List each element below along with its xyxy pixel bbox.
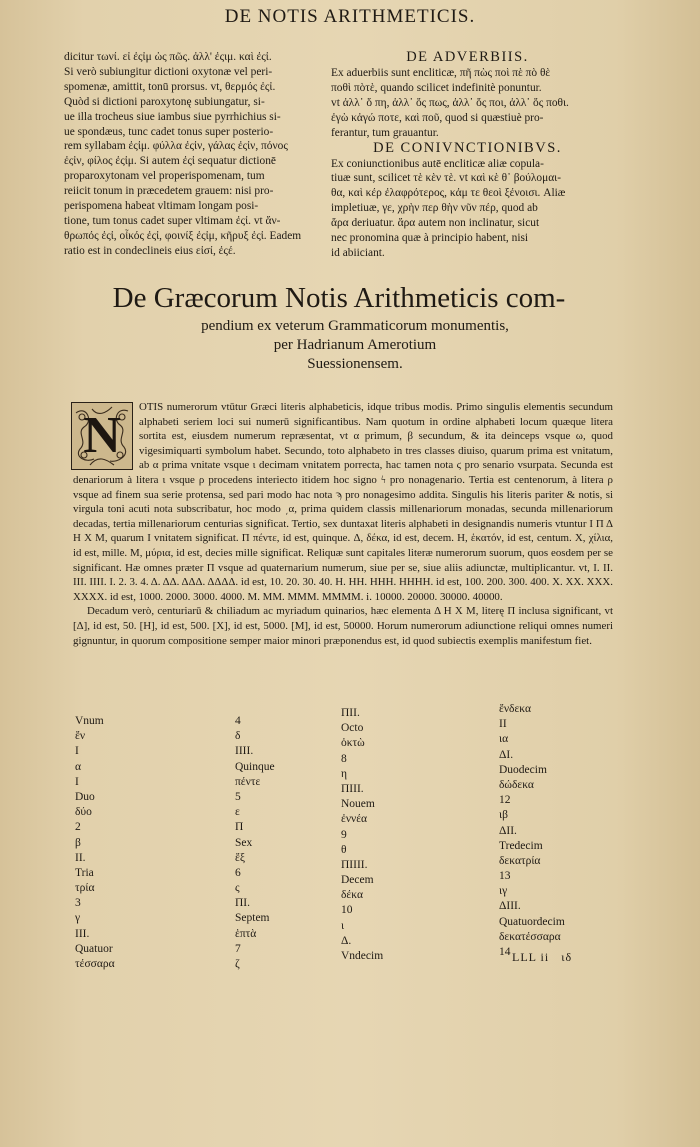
numeral-entry: ΔΙΙ. xyxy=(499,824,517,837)
numeral-entry: ι xyxy=(341,919,345,932)
numeral-entry: 13 xyxy=(499,870,511,883)
text-line: ποθὶ πὸτὲ, quando scilicet indefinitè ponuntur. xyxy=(331,81,542,94)
subtitle-line: Suessionensem. xyxy=(307,356,403,372)
catchword: ιδ xyxy=(561,950,573,964)
numeral-entry: 5 xyxy=(235,790,241,803)
numeral-entry: η xyxy=(341,767,348,780)
ornamental-initial xyxy=(71,402,133,470)
numeral-entry: ς xyxy=(235,882,240,895)
numeral-entry: πέντε xyxy=(235,775,261,788)
numeral-entry: ΠΙ. xyxy=(235,897,251,910)
numeral-entry: ἕνδεκα xyxy=(499,703,531,715)
adverb-heading: DE ADVERBIIS. xyxy=(406,49,529,65)
main-body xyxy=(73,400,613,648)
text-line: rem syllabam ἐςἰμ. φύλλα ἐςἰν, γάλας ἐςἰν, πόνος xyxy=(64,140,288,153)
numeral-entry: ἐννέα xyxy=(341,813,368,826)
text-line: θα, καὶ κέρ ἐλαφρότερος, κἀμ τε θεοὶ ξένοισι. Aliæ xyxy=(331,187,566,200)
numeral-entry: Vndecim xyxy=(341,950,384,962)
numeral-entry: ια xyxy=(499,733,509,746)
right-column xyxy=(331,50,604,261)
numeral-entry: Quatuor xyxy=(75,942,113,955)
numeral-entry: ἑπτὰ xyxy=(235,927,257,940)
numeral-entry: δύο xyxy=(75,806,92,819)
numeral-entry: 14 xyxy=(499,946,511,958)
numeral-entry: ΙΙΙ. xyxy=(75,927,90,940)
numeral-entry: ὀκτὼ xyxy=(341,737,365,750)
text-line: spomenæ, amittit, tonū prorsus. vt, θερμός ἐςἰ. xyxy=(64,80,276,93)
page-footer xyxy=(512,950,580,965)
drop-cap-letter: N xyxy=(83,407,121,464)
numeral-entry: 9 xyxy=(341,828,347,841)
text-line: ἐςἰν, φίλος ἐςἰμ. Si autem ἐςἰ sequatur dictionē xyxy=(64,155,276,168)
text-line: dicitur τωνί. εἰ ἐςἰμ ὡς πῶς. ἀλλ' ἐςιμ. καὶ ἐςἰ. xyxy=(64,51,272,63)
text-line: Si verò subiungitur dictioni oxytonæ vel peri- xyxy=(64,65,273,78)
text-line: θρωπός ἐςἰ, οἶκός ἐςἰ, φοινίξ ἐςἰμ, κῆρυξ ἐςἰ. Eadem xyxy=(64,229,302,242)
numeral-table-column-4 xyxy=(499,702,565,960)
section-title: De Græcorum Notis Arithmeticis com- xyxy=(112,282,566,314)
numeral-entry: γ xyxy=(75,912,81,925)
numeral-entry: Ι xyxy=(75,775,79,788)
numeral-entry: Duodecim xyxy=(499,763,547,776)
numeral-entry: ΙΙΙΙ. xyxy=(235,745,254,758)
numeral-entry: ΠΙΙ. xyxy=(341,707,360,719)
text-line: nec pronomina quæ à principio habent, nisi xyxy=(331,232,529,245)
numeral-entry: Decem xyxy=(341,874,374,887)
text-line: proparoxytonam vel properispomenam, tum xyxy=(64,170,265,183)
numeral-entry: δεκατρία xyxy=(499,854,541,867)
numeral-entry: ιβ xyxy=(499,809,508,822)
numeral-entry: τρία xyxy=(75,882,95,895)
numeral-entry: Ι xyxy=(75,745,79,758)
numeral-entry: Septem xyxy=(235,912,270,925)
numeral-entry: δέκα xyxy=(341,889,363,902)
numeral-entry: τέσσαρα xyxy=(75,958,115,970)
numeral-entry: α xyxy=(75,760,82,773)
numeral-entry: Quatuordecim xyxy=(499,915,565,928)
numeral-entry: Tria xyxy=(75,866,94,879)
numeral-entry: ζ xyxy=(235,958,240,970)
numeral-entry: δεκατέσσαρα xyxy=(499,930,561,943)
numeral-entry: θ xyxy=(341,843,347,856)
numeral-entry: δ xyxy=(235,730,241,743)
conjunction-heading: DE CONIVNCTIONIBVS. xyxy=(373,139,562,156)
left-column xyxy=(64,50,316,259)
running-head: DE NOTIS ARITHMETICIS. xyxy=(224,6,476,27)
numeral-table-column-3 xyxy=(341,706,383,964)
numeral-entry: β xyxy=(75,836,81,849)
numeral-entry: Tredecim xyxy=(499,839,543,852)
numeral-entry: ε xyxy=(235,806,240,819)
numeral-entry: 3 xyxy=(75,897,81,910)
text-line: tione, tum tonus cadet super vltimam ἐςἰ. vt ἄν- xyxy=(64,214,281,227)
conjunction-text xyxy=(331,157,604,261)
numeral-entry: Nouem xyxy=(341,798,375,811)
signature-mark: LLL ii xyxy=(512,950,550,964)
numeral-entry: ιγ xyxy=(499,885,508,898)
numeral-entry: 2 xyxy=(75,821,81,834)
text-line: perispomena habeat vltimam longam posi- xyxy=(64,200,259,213)
numeral-entry: ΙΙ xyxy=(499,718,507,731)
text-line: Quòd si dictioni paroxytonę subiungatur, si- xyxy=(64,95,265,108)
numeral-entry: 12 xyxy=(499,794,511,807)
text-line: ratio est in condeclineis eius εἰσί, ἐςέ. xyxy=(64,244,236,257)
text-line: ue illa trocheus siue iambus siue pyrrhichius si- xyxy=(64,110,281,123)
text-line: impletiuæ, γε, χρὴν περ θὴν νῦν πέρ, quod ab xyxy=(331,202,538,215)
numeral-entry: Quinque xyxy=(235,760,275,773)
paragraph: OTIS numerorum vtūtur Græci literis alphabeticis, idque tribus modis. Primo singulis elementis secundum alphabeti seriem loci sui numerū significantibus. Nam quotum in ordine alphabeti locum quæque litera sortita est, eiusdem numerum repræsentat, vt α primum, β secundum, & ita deinceps vsque ω, quod vigesimiquarti symbolum habet. Secundo, toto alphabeto in tres classes diuiso, quarum prima est vnitatum, ab α prima vnitate vsque ι decimam vnitatem porrecta, hac tamen nota ϛ pro senario vsurpata. Secunda est denariorum à litera ι vsque ρ procedens interiecto itidem hoc signo ϟ pro nonagenario. Tertia est centenorum, à litera ρ vsque ad finem sua serie protensa, sed pari modo hac nota ϡ pro nonagesimo addita. Singulis his literis pariter & notis, si virgula toni acuti nota subscribatur, hoc modo ͵α, prima quidem classis millenariorum monadas, secunda millenariorum decadas, tertia millenariorum centurias significat. Tertio, sex duntaxat literis alphabeti in designandis numeris vtuntur Ι Π Δ Η Χ Μ, quarum Ι vnitatem significat. Π πέντε, id est, quinque. Δ, δέκα, id est, decem. Η, ἑκατόν, id est, centum. Χ, χίλια, id est, mille. Μ, μύρια, id est, decies mille significat. Reliquæ sunt capitales literæ numerorum suorum, quos eosdem per se significant. Hæ omnes præter Π vsque ad quaternarium numerum, siue per se, siue aliis adiunctæ, multiplicantur. vt, Ι. ΙΙ. ΙΙΙ. ΙΙΙΙ. Ι. 2. 3. 4. Δ. ΔΔ. ΔΔΔ. ΔΔΔΔ. id est, 10. 20. 30. 40. Η. ΗΗ. ΗΗΗ. ΗΗΗΗ. id est, 100. 200. 300. 400. Χ. ΧΧ. ΧΧΧ. ΧΧΧΧ. id est, 1000. 2000. 3000. 4000. Μ. ΜΜ. ΜΜΜ. ΜΜΜΜ. i. 10000. 20000. 30000. 40000. xyxy=(73,401,613,603)
numeral-entry: 10 xyxy=(341,904,353,917)
text-line: ἄρα deriuatur. ἄρα autem non inclinatur, sicut xyxy=(331,217,540,230)
numeral-table-column-1 xyxy=(75,714,115,972)
text-line: Ex coniunctionibus autē encliticæ aliæ copula- xyxy=(331,157,544,170)
numeral-entry: Π xyxy=(235,821,244,834)
numeral-entry: Duo xyxy=(75,790,95,803)
numeral-entry: ΙΙ. xyxy=(75,851,86,864)
text-line: tiuæ sunt, scilicet τὲ κὲν τὲ. vt καὶ κὲ θ᾽ βούλομαι- xyxy=(331,172,562,185)
text-line: Ex aduerbiis sunt encliticæ, πῆ πὼς ποὶ πὲ πὸ θὲ xyxy=(331,67,551,79)
numeral-entry: ΔΙ. xyxy=(499,748,514,761)
section-subtitle xyxy=(120,317,590,374)
numeral-entry: Octo xyxy=(341,722,364,735)
numeral-entry: ἕξ xyxy=(235,851,245,864)
numeral-entry: 7 xyxy=(235,942,241,955)
numeral-entry: Δ. xyxy=(341,934,352,947)
text-line: ἐγὼ κἀγώ ποτε, καὶ ποῦ, quod si quæstiuè pro- xyxy=(331,111,544,124)
text-line: ferantur, tum grauantur. xyxy=(331,126,439,139)
numeral-entry: δώδεκα xyxy=(499,778,534,791)
paragraph: Decadum verò, centuriarū & chiliadum ac myriadum quinarios, hæc elementa Δ Η Χ Μ, literę Π inclusa significant, vt [Δ], id est, 50. [Η], id est, 500. [Χ], id est, 5000. [Μ], id est, 50000. Horum numerorum adiunctione reliqui omnes numeri gignuntur, in quorum compositione semper maior minori præponendus est, id quod subiectis exemplis manifestum fiet. xyxy=(73,605,613,647)
numeral-entry: 4 xyxy=(235,715,241,727)
numeral-entry: ἕν xyxy=(75,730,86,743)
text-line: id abiiciant. xyxy=(331,246,385,259)
adverb-text xyxy=(331,66,604,141)
numeral-entry: 6 xyxy=(235,866,241,879)
text-line: vt ἀλλ᾽ ὅ πη, ἀλλ᾽ ὅς πως, ἀλλ᾽ ὅς ποι, ἀλλ᾽ ὅς ποθι. xyxy=(331,96,569,109)
text-line: reiicit tonum in præcedetem grauem: nisi pro- xyxy=(64,185,274,198)
subtitle-line: pendium ex veterum Grammaticorum monumentis, xyxy=(201,318,509,334)
subtitle-line: per Hadrianum Amerotium xyxy=(273,337,437,353)
numeral-entry: ΔΙΙΙ. xyxy=(499,900,521,913)
numeral-entry: ΠΙΙΙΙ. xyxy=(341,858,368,871)
numeral-entry: Vnum xyxy=(75,715,104,727)
numeral-entry: 8 xyxy=(341,752,347,765)
text-line: ue spondæus, tunc cadet tonus super posterio- xyxy=(64,125,274,138)
numeral-entry: ΠΙΙΙ. xyxy=(341,782,364,795)
numeral-entry: Sex xyxy=(235,836,253,849)
numeral-table-column-2 xyxy=(235,714,275,972)
